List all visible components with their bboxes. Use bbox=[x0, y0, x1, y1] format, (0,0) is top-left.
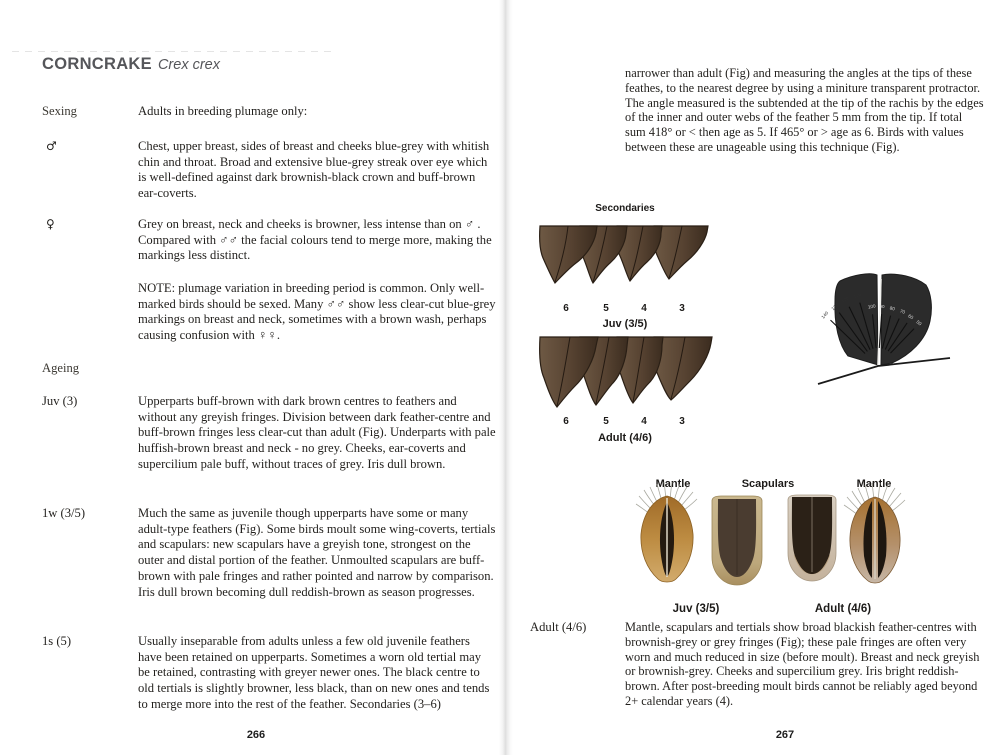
juv-secondaries-feathers bbox=[540, 226, 708, 283]
adult-number-3: 3 bbox=[679, 416, 685, 427]
secondaries-figure bbox=[530, 195, 990, 447]
first-winter-description-text: Much the same as juvenile though upperparts have some or many adult-type feathers (Fig). Some birds moult some wing-coverts, tertials and scapulars: new scapulars have a greyish tone, strongest on the outer and distal portion of the feather. Unmoulted scapulars are buff-brown with pale fringes and rather pointed and narrow by comparison. Iris dull brown becoming dull reddish-brown as season progresses. bbox=[138, 506, 496, 599]
sexing-note-text: NOTE: plumage variation in breeding period is common. Only well-marked birds should be sexed. Many ♂♂ show less clear-cut blue-grey markings on breast and neck, sometimes with a brown wash, perhaps causing confusion with ♀♀. bbox=[138, 281, 496, 343]
section-label-ageing: Ageing bbox=[42, 361, 80, 375]
age-label-1s: 1s (5) bbox=[42, 634, 72, 648]
male-symbol: ♂ bbox=[46, 139, 57, 153]
juv-mantle-feather bbox=[636, 482, 697, 582]
protractor-method-text: narrower than adult (Fig) and measuring the angles at the tips of these feathes, to the nearest degree by using a miniture transparent protractor. The angle measured is the subtended at the tip of the rachis by the edges of the inner and outer webs of the feather 5 mm from the tip. If total sum 418° or < then age as 5. If 465° or > age as 6. Birds with values between these are unageable using this technique (Fig). bbox=[625, 66, 984, 154]
mantle-label-left: Mantle bbox=[655, 478, 691, 490]
adult-description-text: Mantle, scapulars and tertials show broad blackish feather-centres with brownish-grey or grey fringes (Fig); these pale fringes are often very worn and much reduced in size (before moult). Breast and neck greyish or brownish-grey. Cheeks and supercilium grey. Iris bright reddish-brown. After post-breeding moult birds cannot be reliably aged beyond 2+ calendar years (4). bbox=[625, 620, 980, 708]
angle-label-140: 140 bbox=[820, 310, 830, 320]
species-scientific-name: Crex crex bbox=[157, 57, 220, 73]
adult-number-4: 4 bbox=[641, 416, 647, 427]
female-symbol: ♀ bbox=[46, 217, 55, 231]
angle-label-110: 110 bbox=[853, 291, 862, 300]
adult-number-5: 5 bbox=[603, 416, 609, 427]
angle-label-80: 80 bbox=[889, 305, 896, 312]
adult-mantle-feather bbox=[844, 483, 905, 583]
juv-secondaries-caption: Juv (3/5) bbox=[602, 318, 648, 330]
angle-label-90: 90 bbox=[879, 304, 885, 309]
sexing-intro-text: Adults in breeding plumage only: bbox=[138, 104, 308, 118]
mantle-scapulars-figure bbox=[620, 460, 960, 625]
scapulars-label: Scapulars bbox=[741, 478, 795, 490]
female-description-text: Grey on breast, neck and cheeks is browner, less intense than on ♂ . Compared with ♂♂ the facial colours tend to merge more, making the markings less distinct. bbox=[138, 217, 492, 263]
angle-label-50: 50 bbox=[915, 319, 923, 327]
first-summer-description-text: Usually inseparable from adults unless a few old juvenile feathers have been retained on upperparts. Sometimes a worn old tertial may be retained, contrasting with greyer newer ones. The black centre to old tertials is slightly browner, less black, than on new ones and tends to merge more into the rest of the feather. Secondaries (3–6) bbox=[138, 634, 490, 711]
mantle-label-right: Mantle bbox=[856, 478, 892, 490]
juv-description-text: Upperparts buff-brown with dark brown centres to feathers and without any greyish fringes. Division between dark feather-centre and buff-brown fringes less clear-cut than adult (Fig). Underparts with pale huffish-brown breast and neck - no grey. Cheeks, ear-coverts and supercilium pale buff, without traces of grey. Iris dull brown. bbox=[138, 394, 496, 471]
adult-secondaries-caption: Adult (4/6) bbox=[598, 432, 652, 444]
juv-number-4: 4 bbox=[641, 303, 647, 314]
feather-fig-adult-caption: Adult (4/6) bbox=[814, 603, 872, 615]
juv-secondaries-numbers bbox=[563, 303, 685, 314]
feather-fig-juv-caption: Juv (3/5) bbox=[672, 603, 720, 615]
angle-label-70: 70 bbox=[899, 308, 906, 315]
juv-number-6: 6 bbox=[563, 303, 569, 314]
adult-number-6: 6 bbox=[563, 416, 569, 427]
angle-label-100: 100 bbox=[867, 303, 876, 310]
angle-label-60: 60 bbox=[907, 313, 915, 321]
protractor-diagram bbox=[818, 274, 950, 384]
page-number-left: 266 bbox=[246, 729, 266, 741]
juv-number-5: 5 bbox=[603, 303, 609, 314]
adult-scapular-feather bbox=[788, 495, 836, 581]
species-heading bbox=[42, 55, 220, 74]
secondaries-title: Secondaries bbox=[595, 203, 655, 214]
species-common-name: CORNCRAKE bbox=[42, 55, 152, 73]
section-label-sexing: Sexing bbox=[42, 104, 77, 118]
page-gutter-divider bbox=[499, 0, 513, 755]
age-label-juv: Juv (3) bbox=[42, 394, 78, 408]
juv-scapular-feather bbox=[712, 496, 762, 585]
scan-artifact-line bbox=[12, 51, 332, 52]
page-number-right: 267 bbox=[775, 729, 795, 741]
adult-secondaries-numbers bbox=[563, 416, 685, 427]
age-label-adult: Adult (4/6) bbox=[530, 620, 587, 634]
age-label-1w: 1w (3/5) bbox=[42, 506, 86, 520]
male-description-text: Chest, upper breast, sides of breast and cheeks blue-grey with whitish chin and throat. Broad and extensive blue-grey streak over eye which is well-defined against dark brownish-black crown and buff-brown ear-coverts. bbox=[138, 139, 490, 201]
angle-label-130: 130 bbox=[830, 302, 840, 312]
juv-number-3: 3 bbox=[679, 303, 685, 314]
adult-secondaries-feathers bbox=[540, 337, 712, 407]
angle-label-120: 120 bbox=[840, 295, 850, 304]
